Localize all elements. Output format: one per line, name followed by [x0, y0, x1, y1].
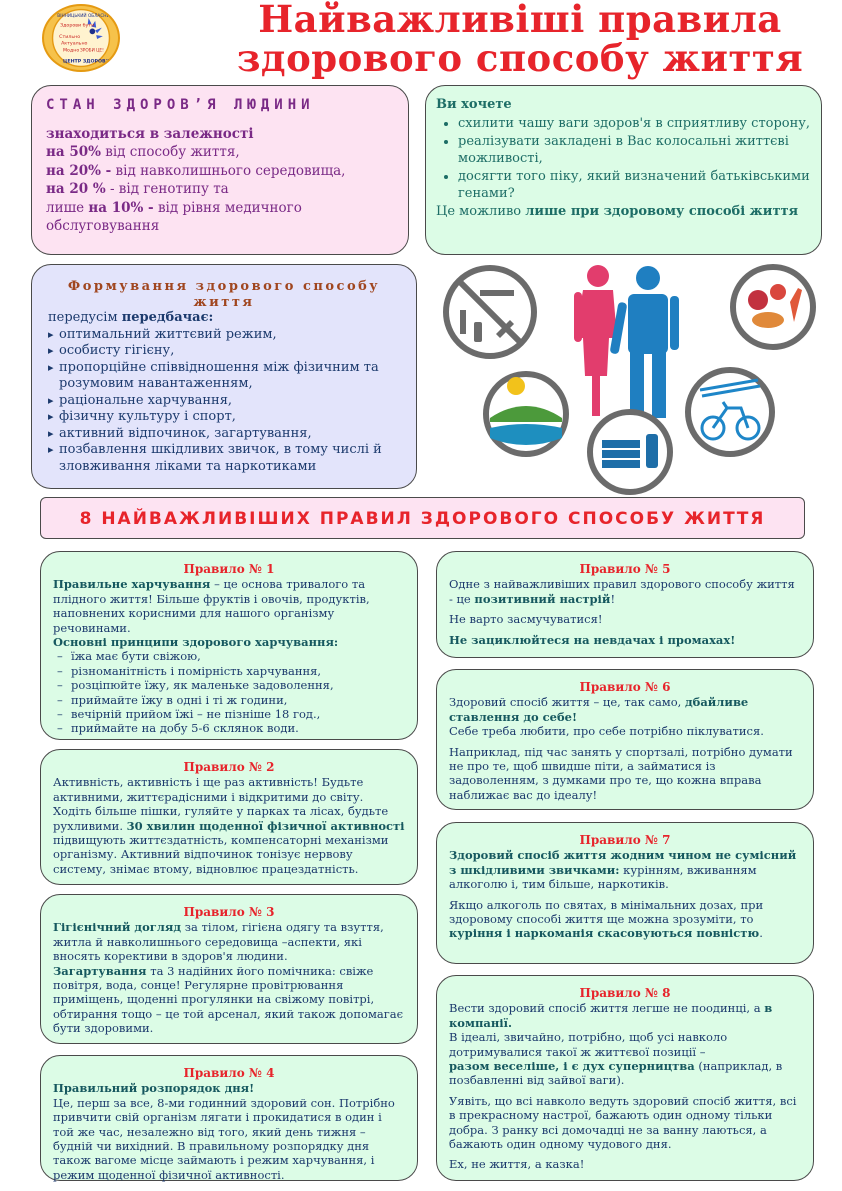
want-item: • досягти того піку, який визначений батьківськими генами? — [458, 168, 811, 202]
no-bad-habits-icon — [446, 268, 534, 356]
rule-6-text3: Наприклад, під час занять у спортзалі, потрібно думати не про те, щоб швидше піти, а займатися із задоволенням, з думками про те, що кожна вправа наближає вас до ідеалу! — [449, 744, 793, 802]
want-footer-pre: Це можливо — [436, 204, 526, 219]
rule-5-bold2: Не зациклюйтеся на невдачах і промахах! — [449, 632, 736, 647]
formation-list — [48, 327, 400, 476]
state-p50-text: від способу життя, — [100, 144, 240, 160]
formation-card — [31, 264, 417, 489]
formation-title: Формування здорового способу життя — [67, 279, 381, 310]
want-item: • реалізувати закладені в Вас колосальні життєві можливості, — [458, 133, 811, 167]
want-title: Ви хочете — [436, 97, 512, 112]
rule-2-card — [40, 749, 418, 885]
rule-3-text1: за тілом, гігієна одягу та взуття, житла й навколишнього середовища –аспекти, які вносять корективи в здоров'я людини. — [53, 920, 384, 964]
rule-3-text2: та 3 надійних його помічника: свіже повітря, вода, сонце! Регулярне провітрювання приміщень, щоденні прогулянки на свіжому повітрі, обтирання тощо – це той арсенал, який також допомагає бути здоровими. — [53, 963, 404, 1036]
rule-5-text2: Не варто засмучуватися! — [449, 612, 603, 627]
rule-4-text: Це, перш за все, 8-ми годинний здоровий сон. Потрібно привчити свій організм лягати і прокидатися в один і той же час, незалежно від того, який день тижня – будній чи вихідний. В правильному розпорядку дня також вагоме місце займають і режим харчування, і режим щоденної фізичної активності. — [53, 1095, 395, 1182]
rule-2-title: Правило № 2 — [183, 760, 275, 774]
rule-8-title: Правило № 8 — [579, 986, 671, 1000]
rule-8-bold2: разом веселіше, і є дух суперництва — [449, 1059, 695, 1074]
health-state-card — [31, 85, 409, 255]
rule-2-text2: підвищують життєздатність, компенсаторні механізми організму. Активний відпочинок тонізує нервову систему, знімає втому, відновлює працездатність. — [53, 833, 389, 876]
rule-6-bold1: дбайливе ставлення до себе! — [449, 695, 749, 724]
formation-item: ▸ особисту гігієну, — [48, 343, 400, 360]
rule-2-text1: Активність, активність і ще раз активність! Будьте активними, життєрадісними і відкритими до світу. Ходіть більше пішки, гуляйте у парках та лісах, будьте рухливими. — [53, 775, 389, 833]
formation-item: ▸ раціональне харчування, — [48, 393, 400, 410]
rule-4-title: Правило № 4 — [183, 1066, 275, 1080]
state-p50: на 50% — [46, 144, 101, 160]
state-p20-text: від навколишнього середовища, — [111, 162, 346, 179]
svg-text:Модно: Модно — [62, 48, 80, 54]
formation-item: ▸ позбавлення шкідливих звичок, в тому числі й зловживання ліками та наркотиками — [48, 442, 400, 475]
rule-5-card — [436, 551, 814, 658]
formation-intro-bold: передбачає: — [121, 310, 214, 325]
health-state-title: СТАН ЗДОРОВ’Я ЛЮДИНИ — [46, 97, 315, 113]
state-p10-text: від рівня медичного обслуговування — [46, 199, 302, 234]
sport-bike-skis-icon — [688, 370, 772, 454]
svg-text:ЗРОБИ ЦЕ!: ЗРОБИ ЦЕ! — [80, 48, 104, 54]
rule-4-card — [40, 1055, 418, 1181]
list-item: – приймайте їжу в одні і ті ж години, — [53, 693, 405, 707]
rule-7-text1: курінням, вживанням алкоголю і, тим більше, наркотиків. — [449, 862, 757, 892]
rule-5-text1: Одне з найважливіших правил здорового способу життя - це — [449, 577, 795, 606]
formation-item: ▸ оптимальний життєвий режим, — [48, 327, 400, 344]
logo — [42, 4, 120, 72]
rule-7-card — [436, 822, 814, 964]
woman-figure-icon — [574, 265, 617, 416]
rule-7-title: Правило № 7 — [579, 833, 671, 847]
want-card — [425, 85, 822, 255]
hygiene-towels-icon — [590, 412, 670, 492]
rule-4-bold: Правильний розпорядок дня! — [53, 1081, 255, 1096]
healthy-lifestyle-illustration — [438, 262, 838, 497]
state-p10-pre: лише — [46, 199, 89, 216]
list-item: – розціпюйте їжу, як маленьке задоволення, — [53, 678, 405, 692]
rule-3-bold2: Загартування — [53, 963, 147, 978]
rule-7-text2: Якщо алкоголь по святах, в мінімальних дозах, при здоровому способі життя ще можна зрозуміти, то — [449, 897, 764, 927]
svg-text:Стильно: Стильно — [59, 35, 81, 40]
rule-5-title: Правило № 5 — [579, 562, 671, 576]
title-line-2: здорового способу життя — [236, 36, 804, 80]
rule-8-bold1: в компанії. — [449, 1001, 773, 1030]
rule-3-bold1: Гігієнічний догляд — [53, 920, 182, 935]
list-item: – різноманітність і помірність харчування, — [53, 664, 405, 678]
formation-item: ▸ активний відпочинок, загартування, — [48, 426, 400, 443]
rule-8-text4: Ех, не життя, а казка! — [449, 1157, 585, 1172]
rule-8-text2b: (наприклад, в позбавленні від зайвої ваги). — [449, 1059, 783, 1088]
list-item: – їжа має бути свіжою, — [53, 649, 405, 663]
logo-icon — [44, 4, 118, 72]
rule-5-text1b: ! — [610, 591, 616, 606]
state-p20b-text: - від генотипу та — [105, 181, 229, 197]
rules-banner: 8 НАЙВАЖЛИВІШИХ ПРАВИЛ ЗДОРОВОГО СПОСОБУ ЖИТТЯ — [40, 497, 805, 539]
state-p10: на 10% - — [88, 199, 154, 216]
list-item: – вечірній прийом їжі – не пізніше 18 год., — [53, 707, 405, 721]
nature-sun-sea-icon — [486, 374, 566, 454]
rule-1-title: Правило № 1 — [183, 562, 275, 576]
title-line-1: Найважливіші правила — [258, 0, 782, 41]
rule-1-card — [40, 551, 418, 740]
want-footer-bold: лише при здоровому способі життя — [525, 204, 799, 219]
state-p20: на 20% - — [46, 162, 112, 179]
svg-text:Актуально: Актуально — [61, 41, 88, 47]
svg-text:Здорови бути: Здорови бути — [60, 23, 95, 29]
rule-3-card — [40, 894, 418, 1044]
formation-item: ▸ фізичну культуру і спорт, — [48, 409, 400, 426]
rule-6-text2: Себе треба любити, про себе потрібно піклуватися. — [449, 724, 764, 739]
rule-7-bold1: Здоровий спосіб життя жодним чином не сумісний з шкідливими звичками: — [449, 848, 797, 877]
rule-2-bold: 30 хвилин щоденної фізичної активності — [126, 818, 405, 833]
rule-5-bold1: позитивний настрій — [474, 591, 611, 606]
page-title — [200, 0, 840, 78]
rule-1-lead-bold: Правильне харчування — [53, 577, 211, 592]
healthy-food-icon — [733, 267, 813, 347]
rule-7-text2b: . — [759, 926, 763, 941]
formation-item: ▸ пропорційне співвідношення між фізичним та розумовим навантаженням, — [48, 360, 400, 393]
rule-1-lead-text: – це основа тривалого та плідного життя! Більше фруктів і овочів, продуктів, наповнених корисними для нашого організму речовинами. — [53, 577, 370, 635]
rule-6-title: Правило № 6 — [579, 680, 671, 694]
rule-8-text1: Вести здоровий спосіб життя легше не поодинці, а — [449, 1001, 765, 1016]
man-figure-icon — [610, 266, 679, 418]
svg-text:ВІННИЦЬКИЙ ОБЛАСНИЙ: ВІННИЦЬКИЙ ОБЛАСНИЙ — [57, 14, 113, 20]
rule-8-text3: Уявіть, що всі навколо ведуть здоровий спосіб життя, всі в прекрасному настрої, бажають один одному тільки добра. З ранку всі домочадці не за ванну лаються, а бажають один одному чудового дня. — [449, 1093, 797, 1152]
rule-7-bold2: куріння і наркоманія скасовуються повністю — [449, 926, 760, 941]
rule-8-card — [436, 975, 814, 1181]
state-p20b: на 20 % — [46, 181, 106, 197]
rule-6-card — [436, 669, 814, 810]
list-item: – приймайте на добу 5-6 склянок води. — [53, 721, 405, 735]
want-list — [436, 115, 811, 202]
formation-intro-pre: передусім — [48, 310, 122, 325]
rule-1-sub-bold: Основні принципи здорового харчування: — [53, 635, 339, 650]
svg-text:ЦЕНТР ЗДОРОВ'Я: ЦЕНТР ЗДОРОВ'Я — [62, 59, 111, 65]
rule-8-text2: В ідеалі, звичайно, потрібно, щоб усі навколо дотримувалися такої ж життєвої позиції – — [449, 1030, 728, 1059]
want-item: • схилити чашу ваги здоров'я в сприятливу сторону, — [458, 115, 811, 132]
state-line1: знаходиться в залежності — [46, 125, 254, 142]
rule-3-title: Правило № 3 — [183, 905, 275, 919]
rule-6-text1: Здоровий спосіб життя – це, так само, — [449, 695, 685, 710]
rule-1-list — [53, 649, 405, 735]
